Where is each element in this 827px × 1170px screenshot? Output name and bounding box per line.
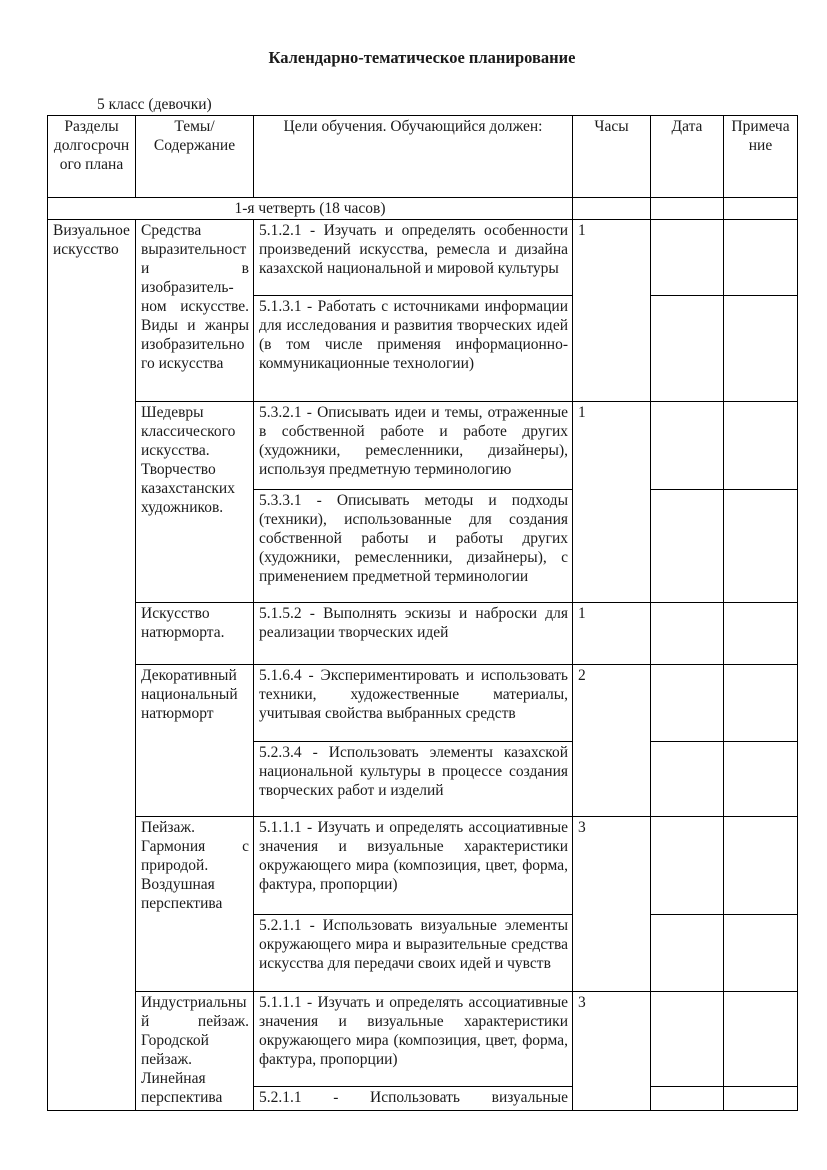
note-cell [724, 742, 798, 817]
date-cell [651, 665, 724, 742]
header-row [48, 116, 798, 198]
hours-cell: 3 [573, 817, 651, 992]
table-row [48, 603, 798, 665]
date-cell [651, 742, 724, 817]
hours-cell: 1 [573, 603, 651, 665]
objective-cell: 5.1.6.4 - Экспериментировать и использовать техники, художественные материалы, учитывая свойства выбранных средств [254, 665, 573, 742]
date-cell [651, 296, 724, 402]
topic-cell: Средства выразительности в изобразитель-ном искусстве. Виды и жанры изобразительного искусства [136, 220, 254, 402]
objective-cell: 5.2.1.1 - Использовать визуальные элементы окружающего мира и выразительные средства искусства для передачи своих идей и чувств [254, 915, 573, 992]
topic-cell: Искусство натюрморта. [136, 603, 254, 665]
hours-cell: 2 [573, 665, 651, 817]
objective-cell: 5.1.1.1 - Изучать и определять ассоциативные значения и визуальные характеристики окружающего мира (композиция, цвет, форма, фактура, пропорции) [254, 992, 573, 1087]
date-cell [651, 915, 724, 992]
hours-cell: 1 [573, 402, 651, 603]
objective-cell [254, 1087, 573, 1111]
objective-cell: 5.1.2.1 - Изучать и определять особенности произведений искусства, ремесла и дизайна казахской национальной и мировой культуры [254, 220, 573, 296]
note-cell [724, 220, 798, 296]
topic-cell: Пейзаж. Гармония с природой. Воздушная перспектива [136, 817, 254, 992]
objective-cell: 5.3.3.1 - Описывать методы и подходы (техники), использованные для создания собственной работы и работы других (художники, ремесленники, дизайнеры), с применением предметной терминологии [254, 490, 573, 603]
table-row [48, 817, 798, 915]
page-title: Календарно-тематическое планирование [268, 48, 576, 67]
date-cell [651, 817, 724, 915]
table-row [48, 220, 798, 296]
note-cell [724, 296, 798, 402]
date-cell [651, 1087, 724, 1111]
objective-cell: 5.2.3.4 - Использовать элементы казахской национальной культуры в процессе создания творческих работ и изделий [254, 742, 573, 817]
table-row [48, 402, 798, 490]
class-subtitle: 5 класс (девочки) [97, 96, 212, 113]
note-cell [724, 198, 798, 220]
header-note: Примечание [724, 116, 798, 198]
quarter-label: 1-я четверть (18 часов) [48, 198, 573, 220]
quarter-row [48, 198, 798, 220]
table-row [48, 665, 798, 742]
topic-cell: Индустриальный пейзаж. Городской пейзаж. Линейная перспектива [136, 992, 254, 1111]
hours-cell: 3 [573, 992, 651, 1111]
hours-cell [573, 198, 651, 220]
header-hours: Часы [573, 116, 651, 198]
planning-table [47, 115, 798, 1111]
table-row [48, 992, 798, 1087]
note-cell [724, 665, 798, 742]
note-cell [724, 915, 798, 992]
note-cell [724, 603, 798, 665]
topic-cell: Декоративный национальный натюрморт [136, 665, 254, 817]
topic-cell: Шедевры классического искусства. Творчество казахстанских художников. [136, 402, 254, 603]
date-cell [651, 992, 724, 1087]
objective-cell: 5.1.3.1 - Работать с источниками информации для исследования и развития творческих идей (в том числе применяя информационно-коммуникационные технологии) [254, 296, 573, 402]
note-cell [724, 490, 798, 603]
date-cell [651, 490, 724, 603]
section-cell: Визуальное искусство [48, 220, 136, 1111]
note-cell [724, 992, 798, 1087]
header-topics: Темы/ Содержание [136, 116, 254, 198]
note-cell [724, 1087, 798, 1111]
note-cell [724, 817, 798, 915]
objective-cell: 5.1.5.2 - Выполнять эскизы и наброски для реализации творческих идей [254, 603, 573, 665]
header-objectives: Цели обучения. Обучающийся должен: [254, 116, 573, 198]
date-cell [651, 402, 724, 490]
date-cell [651, 220, 724, 296]
objective-text-clipped: 5.2.1.1 - Использовать визуальные [259, 1089, 568, 1106]
hours-cell: 1 [573, 220, 651, 402]
header-date: Дата [651, 116, 724, 198]
objective-cell: 5.3.2.1 - Описывать идеи и темы, отраженные в собственной работе и работе других (художники, ремесленники, дизайнеры), используя предметную терминологию [254, 402, 573, 490]
objective-cell: 5.1.1.1 - Изучать и определять ассоциативные значения и визуальные характеристики окружающего мира (композиция, цвет, форма, фактура, пропорции) [254, 817, 573, 915]
header-sections: Разделы долгосрочного плана [48, 116, 136, 198]
date-cell [651, 603, 724, 665]
date-cell [651, 198, 724, 220]
note-cell [724, 402, 798, 490]
